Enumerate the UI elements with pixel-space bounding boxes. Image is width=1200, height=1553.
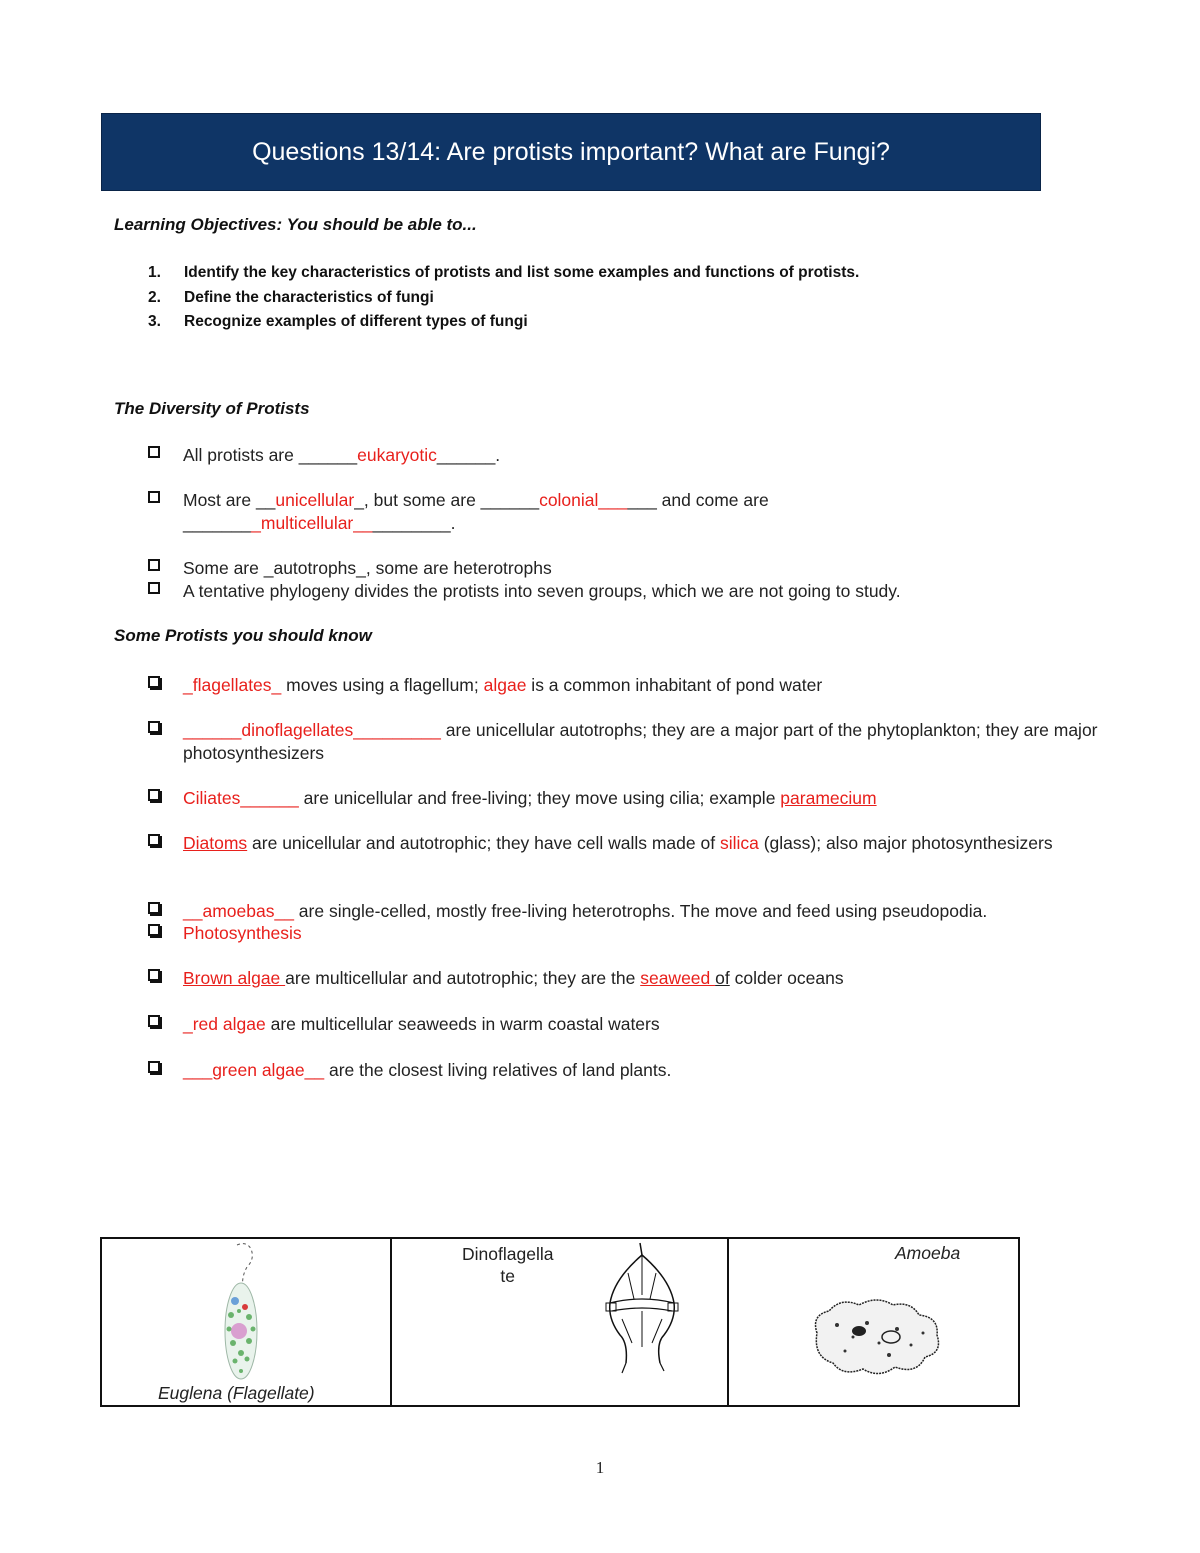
text-segment: are the closest living relatives of land plants. [324, 1060, 672, 1080]
checkbox-icon [148, 676, 160, 688]
text-segment: of [715, 968, 730, 988]
text-segment: Most are __ [183, 490, 276, 510]
page-number: 1 [595, 1458, 605, 1477]
text-segment: ______. [436, 445, 501, 465]
answer-text: ______ [240, 788, 299, 808]
checkbox-icon [148, 1061, 160, 1073]
checkbox-icon [148, 582, 160, 594]
diversity-bullet-trophic [148, 557, 1108, 580]
amoeba-cell [727, 1239, 1018, 1405]
know-item-ciliates [148, 787, 1108, 810]
checkbox-icon [148, 559, 160, 571]
diversity-bullet-cellularity [148, 489, 1108, 534]
dinoflagellate-caption-line2: te [500, 1266, 516, 1286]
objective-text: Recognize examples of different types of fungi [184, 313, 528, 330]
know-item-green-algae [148, 1059, 1108, 1082]
text-segment: are multicellular and autotrophic; they are the [285, 968, 641, 988]
objective-number: 1. [148, 264, 161, 281]
checkbox-icon [148, 924, 160, 936]
euglena-cell [102, 1239, 390, 1405]
dinoflagellate-cell [390, 1239, 727, 1405]
checkbox-icon [148, 969, 160, 981]
diversity-bullet-phylogeny [148, 580, 1108, 603]
answer-text: paramecium [780, 788, 877, 808]
checkbox-icon [148, 721, 160, 733]
text-segment: ___ and come are [627, 490, 769, 510]
text-segment: are multicellular seaweeds in warm coastal waters [265, 1014, 660, 1034]
text-segment: are unicellular and free-living; they move using cilia; example [298, 788, 781, 808]
know-item-photosynthesis [148, 922, 1108, 945]
text-segment: _, but some are ______ [354, 490, 540, 510]
answer-text: ___green algae__ [183, 1060, 325, 1080]
amoeba-caption: Amoeba [895, 1243, 961, 1263]
checkbox-icon [148, 789, 160, 801]
text-segment: is a common inhabitant of pond water [526, 675, 823, 695]
title-banner [101, 113, 1041, 191]
amoeba-illustration [807, 1293, 947, 1383]
text-segment: (glass); also major photosynthesizers [758, 833, 1053, 853]
answer-text: Ciliates [183, 788, 241, 808]
text-segment: colder oceans [729, 968, 844, 988]
answer-text: silica [719, 833, 759, 853]
text-segment: are unicellular autotrophs; they are a major part of the phytoplankton; they are major photosynthesizers [183, 720, 1098, 763]
diversity-heading: The Diversity of Protists [114, 399, 310, 418]
answer-text: colonial [539, 490, 599, 510]
know-item-red-algae [148, 1013, 1108, 1036]
answer-text: algae [483, 675, 527, 695]
page-title: Questions 13/14: Are protists important? What are Fungi? [252, 137, 890, 166]
text-segment: All protists are ______ [183, 445, 358, 465]
objective-number: 3. [148, 313, 161, 330]
checkbox-icon [148, 1015, 160, 1027]
dinoflagellate-caption [462, 1243, 553, 1287]
answer-text: Photosynthesis [183, 923, 302, 943]
answer-text: __amoebas__ [183, 901, 294, 921]
objective-number: 2. [148, 288, 161, 306]
bullet-text: Some are _autotrophs_, some are heterotrophs [183, 558, 552, 578]
know-item-brown-algae [148, 967, 1108, 990]
objective-text: Define the characteristics of fungi [184, 288, 434, 306]
answer-text: Brown algae [183, 968, 286, 988]
euglena-caption: Euglena (Flagellate) [158, 1383, 315, 1403]
text-segment: are unicellular and autotrophic; they have cell walls made of [247, 833, 720, 853]
dinoflagellate-illustration [592, 1239, 692, 1384]
objective-item [148, 310, 859, 335]
text-segment: ________. [372, 512, 456, 533]
answer-text: _red algae [183, 1014, 266, 1034]
diversity-bullet-eukaryotic [148, 444, 1108, 467]
know-item-amoebas [148, 900, 1108, 923]
text-segment: moves using a flagellum; [281, 675, 484, 695]
answer-text: ______dinoflagellates_________ [183, 720, 441, 740]
dinoflagellate-caption-line1: Dinoflagella [462, 1244, 554, 1264]
answer-text: _flagellates_ [183, 675, 282, 695]
objective-text: Identify the key characteristics of protists and list some examples and functions of protists. [184, 264, 860, 281]
answer-text: _multicellular__ [251, 512, 373, 533]
objectives-list [148, 261, 859, 335]
protist-image-table [100, 1237, 1020, 1407]
answer-text: unicellular [275, 490, 355, 510]
text-segment: _______ [183, 512, 252, 533]
objective-item [148, 286, 859, 311]
checkbox-icon [148, 902, 160, 914]
answer-text: seaweed [640, 968, 716, 988]
bullet-text: A tentative phylogeny divides the protists into seven groups, which we are not going to study. [183, 581, 901, 601]
euglena-illustration [195, 1239, 305, 1389]
know-item-dinoflagellates [148, 719, 1108, 764]
know-item-flagellates [148, 674, 1108, 697]
objective-item [148, 261, 859, 286]
text-segment: are single-celled, mostly free-living heterotrophs. The move and feed using pseudopodia. [293, 901, 988, 921]
objectives-heading: Learning Objectives: You should be able to... [114, 215, 477, 234]
checkbox-icon [148, 491, 160, 503]
checkbox-icon [148, 834, 160, 846]
checkbox-icon [148, 446, 160, 458]
know-heading: Some Protists you should know [114, 626, 372, 645]
answer-text: eukaryotic [357, 445, 437, 465]
answer-text: ___ [598, 490, 628, 510]
know-item-diatoms [148, 832, 1108, 855]
answer-text: Diatoms [183, 833, 248, 853]
